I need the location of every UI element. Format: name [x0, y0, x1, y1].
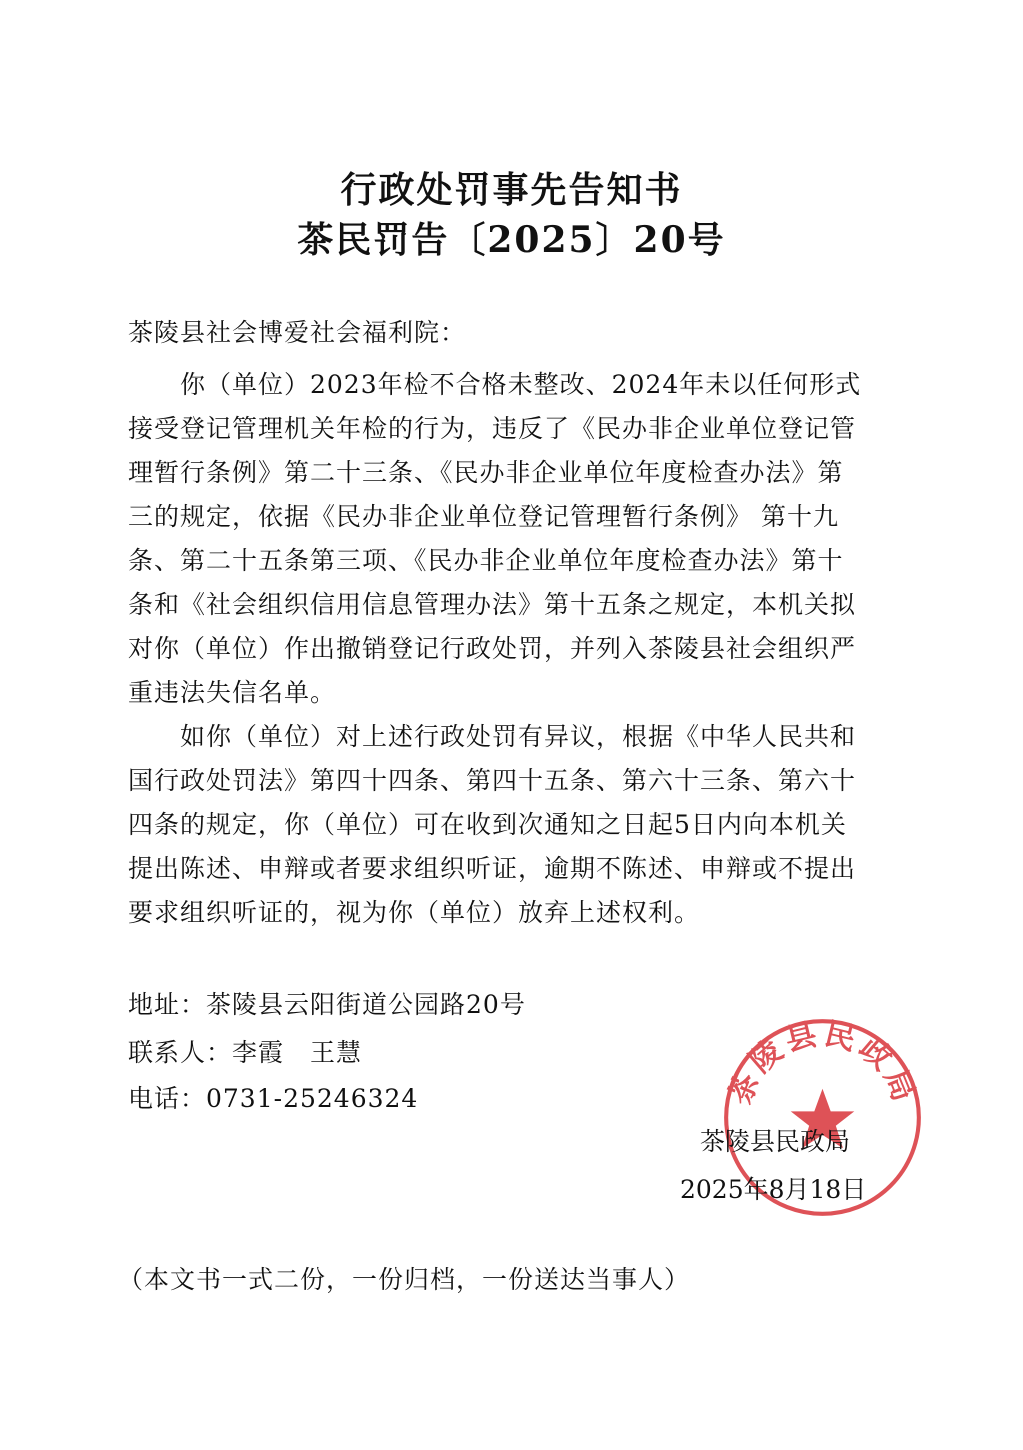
- issuer-name: 茶陵县民政局: [700, 1127, 851, 1156]
- paragraph2-line: 提出陈述、申辩或者要求组织听证，逾期不陈述、申辩或不提出: [128, 854, 857, 883]
- paragraph2-line: 国行政处罚法》第四十四条、第四十五条、第六十三条、第六十: [128, 766, 857, 795]
- paragraph1-line: 接受登记管理机关年检的行为，违反了《民办非企业单位登记管: [128, 414, 857, 443]
- paragraph1-line: 对你（单位）作出撤销登记行政处罚，并列入茶陵县社会组织严: [128, 634, 857, 663]
- paragraph2-line: 要求组织听证的，视为你（单位）放弃上述权利。: [128, 898, 701, 927]
- paragraph1-line: 三的规定，依据《民办非企业单位登记管理暂行条例》 第十九: [128, 502, 839, 531]
- document-number: 茶民罚告〔2025〕20号: [297, 219, 726, 261]
- paragraph1-line: 条、第二十五条第三项、《民办非企业单位年度检查办法》第十: [128, 546, 844, 575]
- phone-line: 电话：0731-25246324: [128, 1084, 419, 1113]
- paragraph2-line: 四条的规定，你（单位）可在收到次通知之日起5日内向本机关: [128, 810, 847, 839]
- paragraph1-line: 你（单位）2023年检不合格未整改、2024年未以任何形式: [180, 370, 862, 399]
- footnote: （本文书一式二份，一份归档，一份送达当事人）: [118, 1265, 691, 1294]
- recipient-line: 茶陵县社会博爱社会福利院：: [128, 318, 467, 347]
- document-title: 行政处罚事先告知书: [340, 169, 683, 211]
- paragraph1-line: 重违法失信名单。: [128, 678, 337, 707]
- paragraph2-line: 如你（单位）对上述行政处罚有异议，根据《中华人民共和: [180, 722, 857, 751]
- paragraph1-line: 理暂行条例》第二十三条、《民办非企业单位年度检查办法》第: [128, 458, 844, 487]
- issue-date: 2025年8月18日: [680, 1175, 867, 1204]
- contact-line: 联系人：李霞 王慧: [128, 1038, 363, 1067]
- seal-text: 茶陵县民政局: [721, 1015, 924, 1111]
- address-line: 地址：茶陵县云阳街道公园路20号: [128, 990, 526, 1019]
- paragraph1-line: 条和《社会组织信用信息管理办法》第十五条之规定，本机关拟: [128, 590, 857, 619]
